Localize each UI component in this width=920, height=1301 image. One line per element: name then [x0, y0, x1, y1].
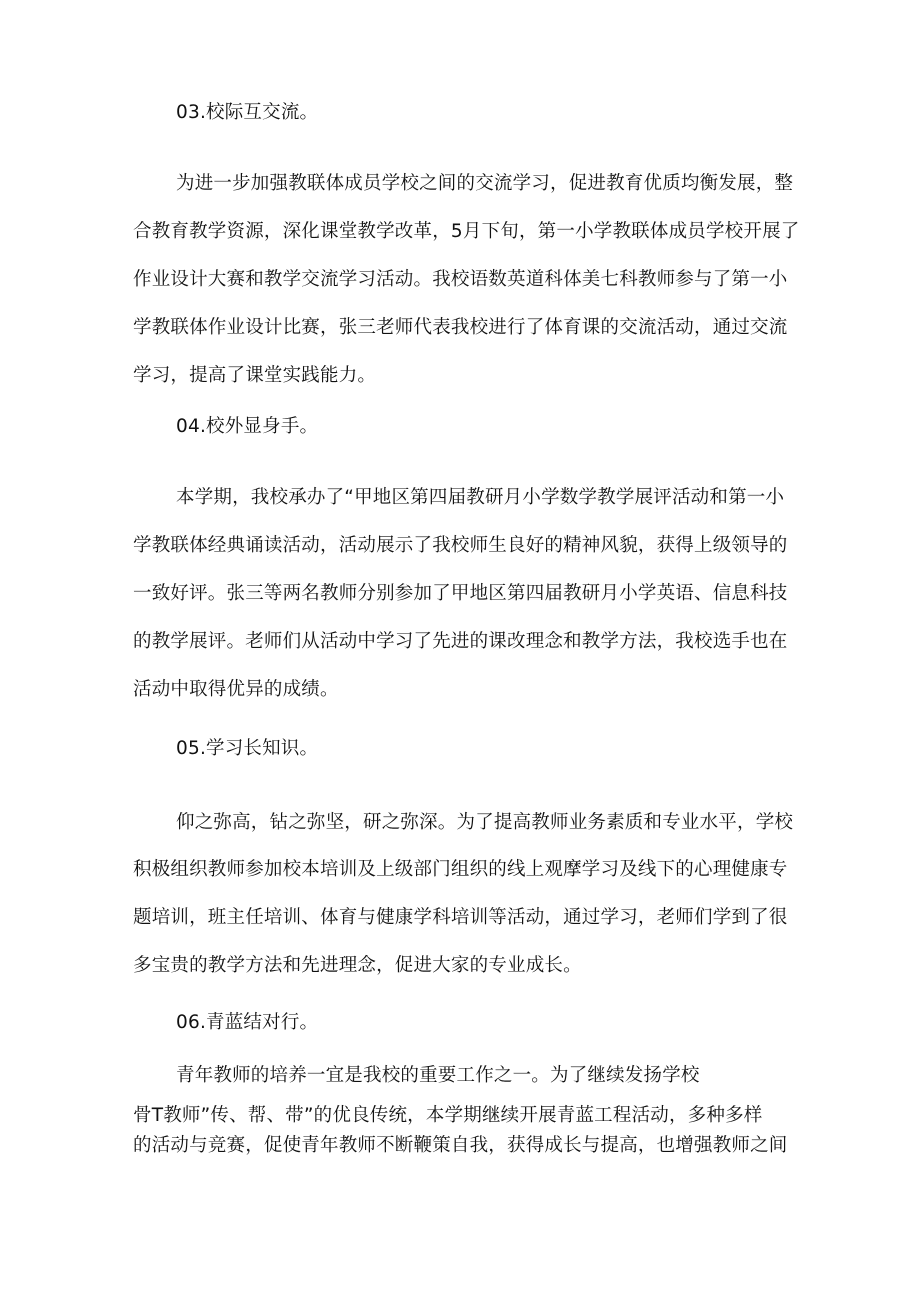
paragraph-line: 仰之弥高，钻之弥坚，研之弥深。为了提高教师业务素质和专业水平，学校: [176, 812, 794, 833]
paragraph-line: 本学期，我校承办了“甲地区第四届教研月小学数学教学展评活动和第一小: [176, 487, 785, 508]
paragraph-line: 一致好评。张三等两名教师分别参加了甲地区第四届教研月小学英语、信息科技: [133, 583, 788, 604]
section-heading: 03.校际互交流。: [176, 102, 319, 123]
paragraph-line: 为进一步加强教联体成员学校之间的交流学习，促进教育优质均衡发展，整: [176, 173, 794, 194]
paragraph-line: 多宝贵的教学方法和先进理念，促进大家的专业成长。: [133, 955, 582, 976]
paragraph-line: 青年教师的培养一宜是我校的重要工作之一。为了继续发扬学校: [176, 1065, 700, 1086]
paragraph-line: 作业设计大赛和教学交流学习活动。我校语数英道科体美七科教师参与了第一小: [133, 269, 788, 290]
paragraph-line: 活动中取得优异的成绩。: [133, 679, 339, 700]
paragraph-line: 学教联体作业设计比赛，张三老师代表我校进行了体育课的交流活动，通过交流: [133, 317, 788, 338]
paragraph-line: 合教育教学资源，深化课堂教学改革，5月下旬，第一小学教联体成员学校开展了: [133, 221, 800, 242]
paragraph-line: 题培训，班主任培训、体育与健康学科培训等活动，通过学习，老师们学到了很: [133, 907, 788, 928]
paragraph-line: 的教学展评。老师们从活动中学习了先进的课改理念和教学方法，我校选手也在: [133, 631, 788, 652]
paragraph-line: 学习，提高了课堂实践能力。: [133, 365, 377, 386]
paragraph-line: 的活动与竞赛，促使青年教师不断鞭策自我，获得成长与提高，也增强教师之间: [133, 1135, 788, 1156]
paragraph-line: 积极组织教师参加校本培训及上级部门组织的线上观摩学习及线下的心理健康专: [133, 859, 788, 880]
section-heading: 06.青蓝结对行。: [176, 1012, 319, 1033]
paragraph-line: 学教联体经典诵读活动，活动展示了我校师生良好的精神风貌，获得上级领导的: [133, 535, 788, 556]
paragraph-line: 骨T教师”传、帮、带”的优良传统，本学期继续开展青蓝工程活动，多种多样: [133, 1105, 763, 1126]
section-heading: 04.校外显身手。: [176, 416, 319, 437]
section-heading: 05.学习长知识。: [176, 738, 319, 759]
